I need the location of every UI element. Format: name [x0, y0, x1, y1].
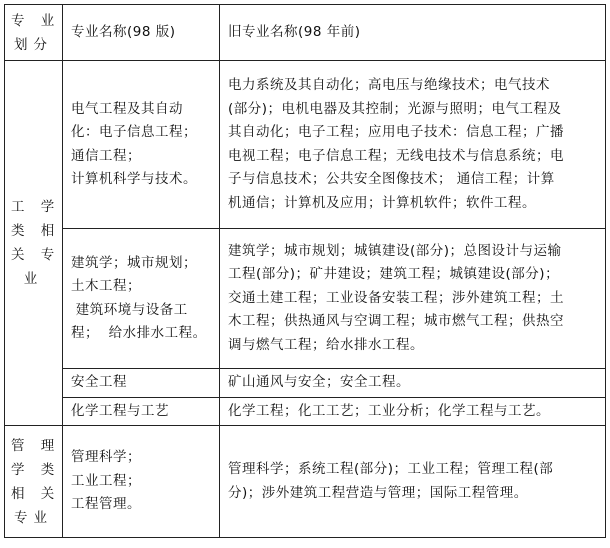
header-category-cell [5, 5, 63, 61]
old-major-line: 电视工程；电子信息工程；无线电技术与信息系统；电 [228, 147, 564, 164]
category-line: 业 [23, 271, 44, 287]
category-management-cell [5, 426, 63, 538]
table-row [5, 229, 606, 369]
new-major-line: 计算机科学与技术。 [71, 171, 197, 187]
header-new-major: 专业名称(98 版) [63, 5, 220, 61]
category-line: 工 学 [11, 199, 61, 215]
new-major-cell [63, 397, 220, 426]
old-major-line: 调与燃气工程；给水排水工程。 [228, 336, 424, 353]
old-major-line: 管理科学；系统工程(部分)；工业工程；管理工程(部 [228, 461, 554, 477]
new-major-cell [63, 61, 220, 229]
old-major-line: 电力系统及其自动化；高电压与绝缘技术；电气技术 [228, 77, 550, 93]
new-major-line: 建筑环境与设备工 [71, 301, 188, 318]
category-line: 类 相 [11, 223, 61, 239]
new-major-line: 电气工程及其自动 [71, 100, 183, 117]
major-classification-table [4, 4, 606, 538]
header-category-line-2: 划分 [14, 36, 53, 53]
table-header-row [5, 5, 606, 61]
new-major-line: 管理科学； [71, 449, 141, 466]
old-major-line: 工程(部分)；矿井建设；建筑工程；城镇建设(部分)； [228, 266, 560, 283]
new-major-line: 工业工程； [71, 472, 141, 489]
category-line: 相 关 [11, 485, 61, 502]
new-major-line: 化学工程与工艺 [71, 402, 169, 419]
header-old-major: 旧专业名称(98 年前) [220, 5, 606, 61]
table-row [5, 397, 606, 426]
category-line: 关 专 [11, 247, 61, 263]
new-major-cell [63, 369, 220, 398]
new-major-line: 建筑学；城市规划； [71, 254, 197, 271]
table-row [5, 61, 606, 229]
old-major-cell [220, 229, 606, 369]
new-major-cell [63, 229, 220, 369]
new-major-line: 程； 给水排水工程。 [71, 325, 207, 341]
new-major-line: 化：电子信息工程； [71, 124, 197, 140]
table-row [5, 369, 606, 398]
old-major-line: 子与信息技术；公共安全图像技术； 通信工程；计算 [228, 171, 555, 187]
category-engineering-cell [5, 61, 63, 426]
category-line: 专业 [14, 509, 53, 526]
category-line: 学 类 [11, 461, 61, 478]
old-major-line: (部分)；电机电器及其控制；光源与照明；电气工程及 [228, 100, 562, 117]
old-major-cell [220, 426, 606, 538]
new-major-line: 工程管理。 [71, 496, 141, 513]
new-major-line: 通信工程； [71, 147, 141, 164]
old-major-cell [220, 369, 606, 398]
header-category-line-1: 专 业 [11, 12, 61, 29]
old-major-line: 木工程；供热通风与空调工程；城市燃气工程；供热空 [228, 313, 564, 330]
old-major-line: 建筑学；城市规划；城镇建设(部分)；总图设计与运输 [228, 242, 562, 259]
old-major-line: 矿山通风与安全；安全工程。 [228, 374, 410, 390]
old-major-line: 其自动化；电子工程；应用电子技术：信息工程；广播 [228, 124, 564, 140]
new-major-cell [63, 426, 220, 538]
old-major-line: 化学工程；化工工艺；工业分析；化学工程与工艺。 [228, 402, 550, 419]
old-major-line: 机通信；计算机及应用；计算机软件；软件工程。 [228, 194, 536, 211]
old-major-cell [220, 397, 606, 426]
new-major-line: 安全工程 [71, 374, 127, 390]
old-major-line: 交通土建工程；工业设备安装工程；涉外建筑工程；土 [228, 289, 564, 306]
new-major-line: 土木工程； [71, 278, 141, 294]
table-row [5, 426, 606, 538]
old-major-cell [220, 61, 606, 229]
old-major-line: 分)；涉外建筑工程营造与管理；国际工程管理。 [228, 484, 528, 501]
category-line: 管 理 [11, 437, 61, 454]
